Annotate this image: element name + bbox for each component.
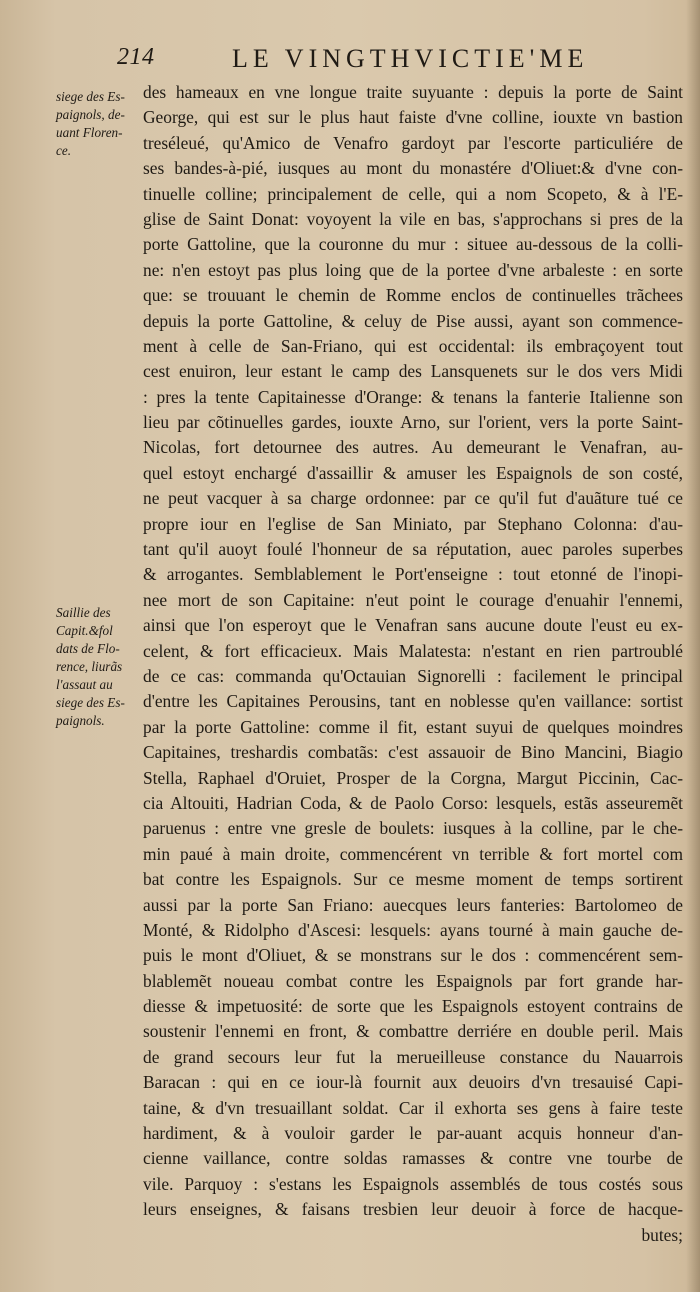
text-line: soustenir l'ennemi en front, & combattre derriére en double peril. Mais [143, 1021, 683, 1042]
text-line: propre iour en l'eglise de San Miniato, par Stephano Colonna: d'au- [143, 513, 683, 534]
text-line: lieu par cõtinuelles gardes, iouxte Arno, sur l'orient, vers la porte Saint- [143, 412, 683, 433]
page-header [117, 44, 687, 74]
marginal-note-saillie [56, 604, 142, 730]
text-line: que: se trouuant le chemin de Romme enclos de continuelles trãchees [143, 285, 683, 306]
marginal-note-line: l'assaut au [56, 677, 113, 692]
marginal-note-line: siege des Es- [56, 89, 125, 104]
marginal-note-siege [56, 88, 142, 160]
text-line: glise de Saint Donat: voyoyent la vile en bas, s'approchans si pres de la [143, 208, 683, 229]
page-number: 214 [117, 44, 155, 70]
text-line: & arrogantes. Semblablement le Port'enseigne : tout etonné de l'inopi- [143, 564, 683, 585]
text-line: tinuelle colline; principalement de celle, qui a nom Scopeto, & à l'E- [143, 183, 683, 204]
text-line: par la porte Gattoline: comme il fit, estant suyui de quelques moindres [143, 716, 683, 737]
text-line: depuis la porte Gattoline, & celuy de Pise aussi, ayant son commence- [143, 310, 683, 331]
text-line: treséleué, qu'Amico de Venafro gardoyt par l'escorte particuliére de [143, 132, 683, 153]
text-line: ainsi que l'on esperoyt que le Venafran sans aucune doute l'eust eu ex- [143, 615, 683, 636]
text-line: de grand secours leur fut la merueilleuse constance du Nauarrois [143, 1046, 683, 1067]
text-line: bat contre les Espaignols. Sur ce mesme moment de temps sortirent [143, 869, 683, 890]
text-line: ne: n'en estoyt pas plus loing que de la portee d'vne arbaleste : en sorte [143, 259, 683, 280]
marginal-note-line: Saillie des [56, 605, 111, 620]
text-line: cia Altouiti, Hadrian Coda, & de Paolo Corso: lesquels, estãs asseuremẽt [143, 792, 683, 813]
text-line: aussi par la porte San Friano: auecques leurs fanteries: Bartolomeo de [143, 894, 683, 915]
text-line: : pres la tente Capitainesse d'Orange: & tenans la fanterie Italienne son [143, 386, 683, 407]
marginal-note-line: uant Floren- [56, 125, 123, 140]
text-line: diesse & impetuosité: de sorte que les Espaignols estoyent contrains de [143, 996, 683, 1017]
text-line: ment à celle de San-Friano, qui est occidental: ils embraçoyent tout [143, 335, 683, 356]
text-line: puis le mont d'Oliuet, & se monstrans sur le dos : commencérent sem- [143, 945, 683, 966]
text-line: taine, & d'vn tresuaillant soldat. Car il exhorta ses gens à faire teste [143, 1097, 683, 1118]
text-line: Nicolas, fort detournee des autres. Au demeurant le Venafran, au- [143, 437, 683, 458]
text-line: min paué à main droite, commencérent vn terrible & fort mortel com [143, 843, 683, 864]
text-line: vile. Parquoy : s'estans les Espaignols assemblés de tous costés sous [143, 1173, 683, 1194]
text-line: leurs enseignes, & faisans tresbien leur deuoir à force de hacque- [143, 1199, 683, 1220]
text-line: Monté, & Ridolpho d'Ascesi: lesquels: ayans tourné à main gauche de- [143, 919, 683, 940]
catchword-line: butes; [641, 1224, 683, 1245]
marginal-note-line: Capit.&fol [56, 623, 113, 638]
text-line: cest enuiron, leur estant le camp des Lansquenets sur le dos vers Midi [143, 361, 683, 382]
text-line: d'entre les Capitaines Perousins, tant en noblesse qu'en vaillance: sortist [143, 691, 683, 712]
marginal-note-line: paignols, de- [56, 107, 125, 122]
text-line: nee mort de son Capitaine: n'eut point le courage d'enuahir l'ennemi, [143, 589, 683, 610]
page-spine-shadow [686, 0, 700, 1292]
text-line: celent, & fort efficacieux. Mais Malatesta: n'estant en rien partroublé [143, 640, 683, 661]
text-line: hardiment, & à vouloir garder le par-auant acquis honneur d'an- [143, 1123, 683, 1144]
marginal-note-line: ce. [56, 143, 72, 158]
text-line: ne peut vacquer à sa charge ordonnee: par ce qu'il fut d'auãture tué ce [143, 488, 683, 509]
text-line: Baracan : qui en ce iour-là fournit aux deuoirs d'vn tresauisé Capi- [143, 1072, 683, 1093]
text-line: George, qui est sur le plus haut faiste d'vne colline, iouxte vn bastion [143, 107, 683, 128]
running-head: LE VINGTHVICTIE'ME [232, 44, 589, 73]
text-line: Capitaines, treshardis combatãs: c'est assauoir de Bino Mancini, Biagio [143, 742, 683, 763]
text-line: paruenus : entre vne gresle de boulets: iusques à la colline, par le che- [143, 818, 683, 839]
marginal-note-line: dats de Flo- [56, 641, 120, 656]
marginal-note-line: paignols. [56, 713, 105, 728]
text-line: porte Gattoline, que la couronne du mur : situee au-dessous de la colli- [143, 234, 683, 255]
main-text-block [143, 80, 683, 1248]
text-line: tant qu'il auoyt foulé l'honneur de sa réputation, auec paroles superbes [143, 539, 683, 560]
marginal-note-line: siege des Es- [56, 695, 125, 710]
text-line: blablemẽt noueau combat contre les Espaignols par fort grande har- [143, 970, 683, 991]
marginal-note-line: rence, liurãs [56, 659, 123, 674]
text-line: quel estoyt enchargé d'assaillir & amuser les Espaignols de son costé, [143, 462, 683, 483]
text-line: des hameaux en vne longue traite suyuante : depuis la porte de Saint [143, 82, 683, 102]
text-line: cienne vaillance, contre soldas ramasses & contre vne tourbe de [143, 1148, 683, 1169]
text-line: Stella, Raphael d'Oruiet, Prosper de la Corgna, Margut Piccinin, Cac- [143, 767, 683, 788]
text-line: ses bandes-à-pié, iusques au mont du monastére d'Oliuet:& d'vne con- [143, 158, 683, 179]
text-line: de ce cas: commanda qu'Octauian Signorelli : facilement le principal [143, 665, 683, 686]
